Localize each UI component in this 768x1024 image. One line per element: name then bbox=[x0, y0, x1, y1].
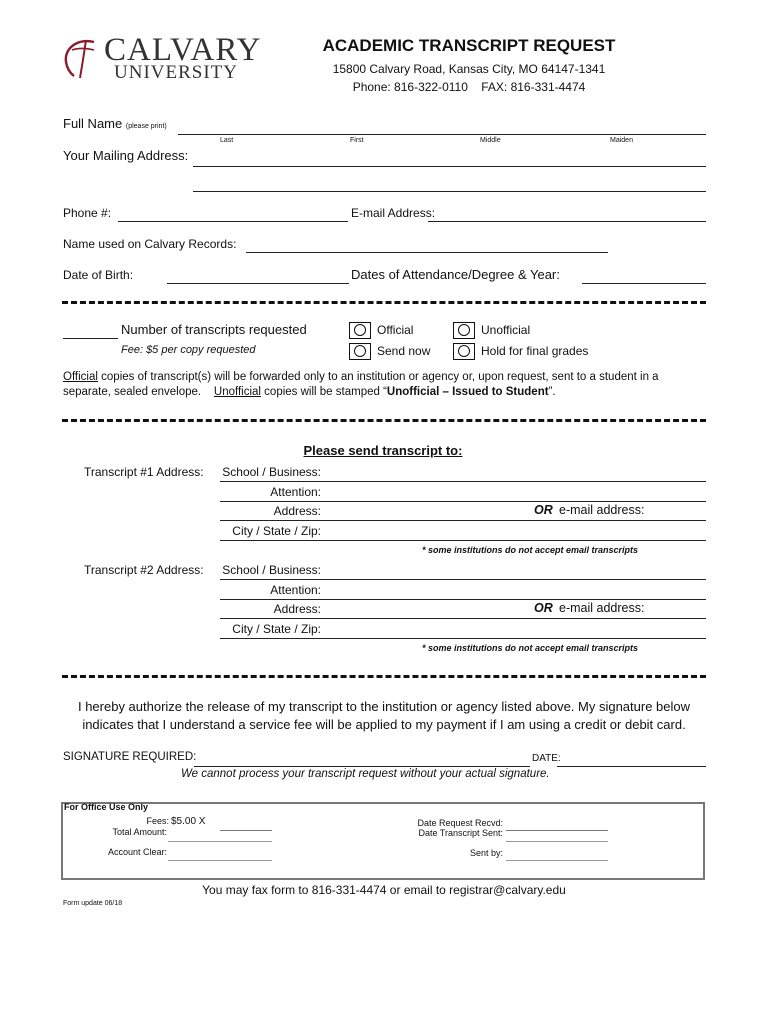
form-title: ACADEMIC TRANSCRIPT REQUEST bbox=[322, 36, 616, 55]
notice-unofficial-word: Unofficial bbox=[213, 386, 261, 398]
sent-by-label: Sent by: bbox=[469, 848, 503, 858]
signature-field[interactable] bbox=[194, 766, 530, 767]
name-part-first: First bbox=[350, 137, 364, 144]
transcript-count-label: Number of transcripts requested bbox=[121, 322, 307, 337]
name-part-last: Last bbox=[220, 137, 234, 144]
t2-city-label: City / State / Zip: bbox=[232, 622, 321, 636]
logo-mark-icon bbox=[60, 36, 102, 80]
t2-school-field[interactable] bbox=[220, 579, 706, 580]
t2-school-label: School / Business: bbox=[222, 563, 321, 577]
account-clear-label: Account Clear: bbox=[107, 847, 167, 857]
office-use-title: For Office Use Only bbox=[64, 802, 149, 812]
authorization-text bbox=[62, 698, 706, 734]
email-label: E-mail Address: bbox=[351, 206, 436, 220]
t2-address-field[interactable] bbox=[220, 618, 706, 619]
date-label: DATE: bbox=[532, 753, 561, 764]
notice-official-word: Official bbox=[63, 371, 98, 383]
dob-label: Date of Birth: bbox=[63, 268, 134, 282]
t1-address-field[interactable] bbox=[220, 520, 706, 521]
official-checkbox[interactable] bbox=[349, 322, 371, 339]
date-sent-label: Date Transcript Sent: bbox=[418, 828, 503, 838]
fee-note: Fee: $5 per copy requested bbox=[121, 344, 256, 356]
notice-text-1: copies of transcript(s) will be forwarded only to an institution or agency or, upon request, sent to a student in a bbox=[97, 371, 659, 383]
dob-field[interactable] bbox=[167, 283, 349, 284]
t1-or-label: OR bbox=[534, 503, 553, 517]
send-now-label: Send now bbox=[377, 344, 431, 358]
signature-note: We cannot process your transcript request without your actual signature. bbox=[181, 768, 550, 780]
t1-email-label: e-mail address: bbox=[559, 503, 645, 517]
authorization-line-2: indicates that I understand a service fee will be applied to my payment if I am using a credit or debit card. bbox=[82, 717, 686, 732]
fax-instructions: You may fax form to 816-331-4474 or email to registrar@calvary.edu bbox=[202, 883, 566, 897]
t2-or-label: OR bbox=[534, 601, 553, 615]
notice-text-2: separate, sealed envelope. bbox=[63, 386, 202, 398]
office-use-box bbox=[61, 802, 705, 880]
official-label: Official bbox=[377, 323, 414, 337]
send-now-checkbox[interactable] bbox=[349, 343, 371, 360]
t1-attention-label: Attention: bbox=[270, 485, 321, 499]
authorization-line-1: I hereby authorize the release of my transcript to the institution or agency listed above. My signature below bbox=[77, 699, 691, 714]
section-divider-1 bbox=[62, 301, 706, 304]
date-field[interactable] bbox=[557, 766, 706, 767]
records-name-field[interactable] bbox=[246, 252, 608, 253]
t1-email-note: * some institutions do not accept email transcripts bbox=[422, 545, 639, 555]
attendance-field[interactable] bbox=[582, 283, 706, 284]
unofficial-label: Unofficial bbox=[481, 323, 531, 337]
section-divider-2 bbox=[62, 419, 706, 422]
full-name-hint: (please print) bbox=[125, 123, 167, 130]
logo-text-calvary: CALVARY bbox=[104, 32, 262, 68]
mailing-address-label: Your Mailing Address: bbox=[63, 148, 189, 163]
t1-school-label: School / Business: bbox=[222, 465, 321, 479]
notice-stamp-text: Unofficial – Issued to Student bbox=[386, 386, 549, 398]
mailing-address-field-2[interactable] bbox=[193, 191, 706, 192]
phone-field[interactable] bbox=[118, 221, 348, 222]
sent-by-field[interactable] bbox=[506, 860, 608, 861]
fees-quantity-field[interactable] bbox=[220, 830, 272, 831]
t1-city-field[interactable] bbox=[220, 540, 706, 541]
notice-text-3: copies will be stamped “ bbox=[260, 386, 387, 398]
account-clear-field[interactable] bbox=[168, 860, 272, 861]
fees-label: Fees: bbox=[146, 816, 169, 826]
send-to-heading: Please send transcript to: bbox=[303, 443, 463, 458]
unofficial-checkbox[interactable] bbox=[453, 322, 475, 339]
form-update-note: Form update 06/18 bbox=[63, 900, 123, 907]
full-name-label bbox=[63, 116, 167, 131]
t2-email-label: e-mail address: bbox=[559, 601, 645, 615]
name-part-maiden: Maiden bbox=[610, 137, 633, 144]
notice-text-4: ”. bbox=[548, 386, 556, 398]
t1-city-label: City / State / Zip: bbox=[232, 524, 321, 538]
t2-attention-field[interactable] bbox=[220, 599, 706, 600]
t1-school-field[interactable] bbox=[220, 481, 706, 482]
transcript-count-field[interactable] bbox=[63, 338, 118, 339]
signature-label: SIGNATURE REQUIRED: bbox=[63, 751, 197, 763]
full-name-label-text: Full Name bbox=[63, 116, 123, 131]
t2-attention-label: Attention: bbox=[270, 583, 321, 597]
t2-email-note: * some institutions do not accept email transcripts bbox=[422, 643, 639, 653]
records-name-label: Name used on Calvary Records: bbox=[63, 237, 237, 251]
full-name-field[interactable] bbox=[178, 134, 706, 135]
hold-checkbox[interactable] bbox=[453, 343, 475, 360]
fees-value: $5.00 X bbox=[171, 816, 206, 827]
university-phone: Phone: 816-322-0110 FAX: 816-331-4474 bbox=[352, 80, 586, 94]
university-address: 15800 Calvary Road, Kansas City, MO 64147-1341 bbox=[332, 62, 606, 76]
date-recvd-label: Date Request Recvd: bbox=[417, 818, 503, 828]
t2-city-field[interactable] bbox=[220, 638, 706, 639]
total-amount-label: Total Amount: bbox=[112, 827, 167, 837]
mailing-address-field-1[interactable] bbox=[193, 166, 706, 167]
email-field[interactable] bbox=[428, 221, 706, 222]
date-sent-field[interactable] bbox=[506, 841, 608, 842]
total-amount-field[interactable] bbox=[168, 841, 272, 842]
t1-address-label: Address: bbox=[273, 504, 321, 518]
name-part-middle: Middle bbox=[480, 137, 501, 144]
transcript-2-label: Transcript #2 Address: bbox=[84, 563, 204, 577]
copies-notice bbox=[63, 370, 713, 400]
t1-attention-field[interactable] bbox=[220, 501, 706, 502]
logo-text-university: UNIVERSITY bbox=[114, 62, 238, 83]
date-recvd-field[interactable] bbox=[506, 830, 608, 831]
attendance-label: Dates of Attendance/Degree & Year: bbox=[351, 267, 560, 282]
transcript-1-label: Transcript #1 Address: bbox=[84, 465, 204, 479]
phone-label: Phone #: bbox=[63, 206, 112, 220]
hold-label: Hold for final grades bbox=[481, 344, 589, 358]
t2-address-label: Address: bbox=[273, 602, 321, 616]
section-divider-3 bbox=[62, 675, 706, 678]
